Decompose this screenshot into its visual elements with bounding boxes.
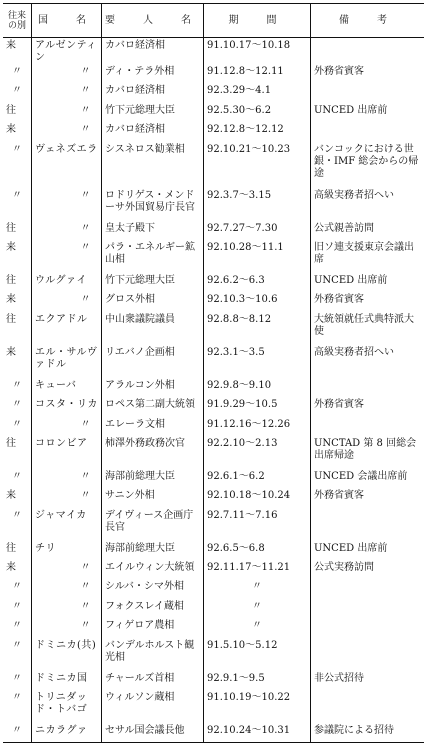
cell-remarks bbox=[311, 417, 425, 436]
cell-remarks: 公式実務訪問 bbox=[314, 562, 374, 574]
cell-direction: 〃 bbox=[3, 469, 32, 488]
cell-remarks: 公式親善訪問 bbox=[314, 222, 374, 234]
cell-direction: 〃 bbox=[3, 64, 32, 83]
cell-period: 91.10.17〜10.18 bbox=[204, 38, 311, 65]
header-country: 国 名 bbox=[32, 4, 102, 38]
cell-period: 〃 bbox=[204, 618, 311, 637]
cell-country: 〃 bbox=[32, 488, 102, 507]
cell-remarks: UNCED 出席前 bbox=[314, 542, 388, 554]
cell-country: 〃 bbox=[32, 292, 102, 311]
cell-country: エクアドル bbox=[32, 312, 102, 345]
table-row bbox=[3, 436, 424, 469]
table-row bbox=[3, 83, 424, 102]
cell-period: 92.6.2〜6.3 bbox=[204, 273, 311, 292]
cell-period: 91.12.8〜12.11 bbox=[204, 64, 311, 83]
cell-direction: 来 bbox=[3, 240, 32, 273]
cell-direction: 〃 bbox=[3, 142, 32, 188]
table-row bbox=[3, 122, 424, 141]
table-row bbox=[3, 417, 424, 436]
cell-person: グロス外相 bbox=[102, 292, 204, 311]
cell-direction: 〃 bbox=[3, 618, 32, 637]
cell-remarks bbox=[311, 508, 425, 541]
cell-person: 竹下元総理大臣 bbox=[102, 273, 204, 292]
cell-country: 〃 bbox=[32, 560, 102, 579]
table-row bbox=[3, 312, 424, 345]
visits-table bbox=[3, 3, 424, 743]
table-row bbox=[3, 638, 424, 671]
cell-direction: 〃 bbox=[3, 599, 32, 618]
cell-person: チャールズ首相 bbox=[102, 671, 204, 690]
table-row bbox=[3, 671, 424, 690]
cell-direction: 〃 bbox=[3, 378, 32, 397]
cell-direction: 〃 bbox=[3, 83, 32, 102]
cell-period: 92.5.30〜6.2 bbox=[204, 103, 311, 122]
cell-direction: 来 bbox=[3, 488, 32, 507]
cell-remarks: 高級実務者招へい bbox=[314, 189, 394, 201]
cell-direction: 〃 bbox=[3, 671, 32, 690]
cell-country: ウルグァイ bbox=[32, 273, 102, 292]
cell-period: 92.12.8〜12.12 bbox=[204, 122, 311, 141]
cell-period: 92.11.17〜11.21 bbox=[204, 560, 311, 579]
cell-person: エイルウィン大統領 bbox=[102, 560, 204, 579]
table-row bbox=[3, 469, 424, 488]
cell-person: 海部前総理大臣 bbox=[102, 541, 204, 560]
table-row bbox=[3, 508, 424, 541]
table-row bbox=[3, 579, 424, 598]
cell-person: 中山衆議院議員 bbox=[102, 312, 204, 345]
cell-period: 91.5.10〜5.12 bbox=[204, 638, 311, 671]
cell-person: バンデルホルスト観光相 bbox=[102, 638, 204, 671]
header-person: 要 人 名 bbox=[102, 4, 204, 38]
cell-person: 竹下元総理大臣 bbox=[102, 103, 204, 122]
cell-country: 〃 bbox=[32, 599, 102, 618]
cell-direction: 来 bbox=[3, 122, 32, 141]
cell-direction: 往 bbox=[3, 221, 32, 240]
cell-person: ディ・テラ外相 bbox=[102, 64, 204, 83]
cell-remarks: 外務省賓客 bbox=[314, 399, 364, 411]
cell-country: 〃 bbox=[32, 618, 102, 637]
table-row bbox=[3, 142, 424, 188]
table-row bbox=[3, 541, 424, 560]
cell-person: 皇太子殿下 bbox=[102, 221, 204, 240]
cell-period: 〃 bbox=[204, 579, 311, 598]
cell-person: カバロ経済相 bbox=[102, 83, 204, 102]
cell-person: シスネロス勧業相 bbox=[102, 142, 204, 188]
cell-period: 92.7.27〜7.30 bbox=[204, 221, 311, 240]
table-row bbox=[3, 560, 424, 579]
cell-person: リエバノ企画相 bbox=[102, 345, 204, 378]
cell-period: 92.3.1〜3.5 bbox=[204, 345, 311, 378]
cell-country: 〃 bbox=[32, 469, 102, 488]
cell-direction: 〃 bbox=[3, 417, 32, 436]
cell-person: シルバ・シマ外相 bbox=[102, 579, 204, 598]
cell-country: チリ bbox=[32, 541, 102, 560]
header-remarks: 備 考 bbox=[311, 4, 425, 38]
cell-country: 〃 bbox=[32, 417, 102, 436]
cell-person: パラ・エネルギー鉱山相 bbox=[102, 240, 204, 273]
table-row bbox=[3, 378, 424, 397]
table-row bbox=[3, 240, 424, 273]
cell-remarks: UNCED 会議出席前 bbox=[314, 470, 408, 482]
cell-remarks: 参議院による招待 bbox=[314, 725, 394, 737]
cell-country: ドミニカ(共) bbox=[32, 638, 102, 671]
table-row bbox=[3, 618, 424, 637]
cell-direction: 〃 bbox=[3, 638, 32, 671]
cell-person: カバロ経済相 bbox=[102, 38, 204, 65]
cell-direction: 〃 bbox=[3, 397, 32, 416]
table-header-row bbox=[3, 4, 424, 38]
table-row bbox=[3, 690, 424, 723]
cell-remarks: UNCED 出席前 bbox=[314, 274, 388, 286]
cell-country: 〃 bbox=[32, 64, 102, 83]
cell-period: 92.6.1〜6.2 bbox=[204, 469, 311, 488]
cell-remarks: 外務省賓客 bbox=[314, 66, 364, 77]
cell-direction: 〃 bbox=[3, 579, 32, 598]
cell-country: 〃 bbox=[32, 122, 102, 141]
cell-remarks bbox=[311, 83, 425, 102]
cell-period: 92.6.5〜6.8 bbox=[204, 541, 311, 560]
cell-country: ニカラグァ bbox=[32, 723, 102, 743]
cell-remarks: 外務省賓客 bbox=[314, 490, 364, 502]
cell-period: 92.10.21〜10.23 bbox=[204, 142, 311, 188]
cell-period: 91.10.19〜10.22 bbox=[204, 690, 311, 723]
cell-period: 92.7.11〜7.16 bbox=[204, 508, 311, 541]
cell-person: ロドリゲス・メンドーサ外国貿易庁長官 bbox=[102, 188, 204, 221]
table-body bbox=[3, 38, 424, 743]
cell-country: ドミニカ国 bbox=[32, 671, 102, 690]
cell-remarks bbox=[311, 378, 425, 397]
table-row bbox=[3, 292, 424, 311]
table-row bbox=[3, 397, 424, 416]
cell-country: トリニダッド・トバゴ bbox=[32, 690, 102, 723]
cell-country: エル・サルヴァドル bbox=[32, 345, 102, 378]
cell-country: アルゼンティン bbox=[32, 38, 102, 65]
cell-remarks bbox=[311, 618, 425, 637]
cell-period: 92.10.24〜10.31 bbox=[204, 723, 311, 743]
cell-country: 〃 bbox=[32, 579, 102, 598]
cell-person: サニン外相 bbox=[102, 488, 204, 507]
cell-country: コロンビア bbox=[32, 436, 102, 469]
cell-period: 〃 bbox=[204, 599, 311, 618]
table-row bbox=[3, 345, 424, 378]
cell-person: 柿澤外務政務次官 bbox=[102, 436, 204, 469]
cell-person: フォクスレイ蔵相 bbox=[102, 599, 204, 618]
cell-country: 〃 bbox=[32, 83, 102, 102]
cell-person: セサル国会議長他 bbox=[102, 723, 204, 743]
cell-direction: 来 bbox=[3, 345, 32, 378]
cell-direction: 〃 bbox=[3, 508, 32, 541]
table-row bbox=[3, 38, 424, 65]
cell-remarks: 外務省賓客 bbox=[314, 294, 364, 306]
table-row bbox=[3, 273, 424, 292]
header-period: 期 間 bbox=[204, 4, 311, 38]
cell-period: 92.3.29〜4.1 bbox=[204, 83, 311, 102]
cell-remarks: 高級実務者招へい bbox=[314, 346, 394, 358]
cell-country: キューバ bbox=[32, 378, 102, 397]
cell-remarks: 非公式招待 bbox=[314, 672, 364, 684]
cell-remarks bbox=[311, 579, 425, 598]
cell-person: エレーラ文相 bbox=[102, 417, 204, 436]
cell-period: 91.12.16〜12.26 bbox=[204, 417, 311, 436]
cell-country: ヴェネズエラ bbox=[32, 142, 102, 188]
cell-country: コスタ・リカ bbox=[32, 397, 102, 416]
cell-period: 92.2.10〜2.13 bbox=[204, 436, 311, 469]
cell-country: 〃 bbox=[32, 221, 102, 240]
cell-person: フィゲロア農相 bbox=[102, 618, 204, 637]
cell-remarks bbox=[311, 38, 425, 65]
cell-direction: 往 bbox=[3, 312, 32, 345]
cell-remarks bbox=[311, 690, 425, 723]
cell-period: 92.10.3〜10.6 bbox=[204, 292, 311, 311]
table-row bbox=[3, 599, 424, 618]
table-row bbox=[3, 103, 424, 122]
cell-direction: 往 bbox=[3, 273, 32, 292]
cell-direction: 来 bbox=[3, 560, 32, 579]
cell-country: 〃 bbox=[32, 188, 102, 221]
cell-period: 92.10.18〜10.24 bbox=[204, 488, 311, 507]
cell-period: 92.3.7〜3.15 bbox=[204, 188, 311, 221]
cell-person: カバロ経済相 bbox=[102, 122, 204, 141]
cell-period: 92.10.28〜11.1 bbox=[204, 240, 311, 273]
cell-remarks: UNCTAD 第 8 回総会出席帰途 bbox=[314, 437, 417, 461]
cell-period: 92.8.8〜8.12 bbox=[204, 312, 311, 345]
cell-direction: 来 bbox=[3, 292, 32, 311]
cell-direction: 〃 bbox=[3, 690, 32, 723]
table-row bbox=[3, 188, 424, 221]
cell-person: ロペス第二副大統領 bbox=[102, 397, 204, 416]
header-direction: 往来の別 bbox=[3, 4, 32, 38]
cell-direction: 来 bbox=[3, 38, 32, 65]
cell-direction: 〃 bbox=[3, 723, 32, 743]
cell-period: 91.9.29〜10.5 bbox=[204, 397, 311, 416]
table-row bbox=[3, 488, 424, 507]
cell-remarks: 大統領就任式典特派大使 bbox=[314, 313, 414, 337]
cell-remarks: バンコックにおける世銀・IMF 総会からの帰途 bbox=[314, 143, 419, 179]
cell-direction: 往 bbox=[3, 436, 32, 469]
cell-person: デイヴィース企画庁長官 bbox=[102, 508, 204, 541]
table-row bbox=[3, 64, 424, 83]
cell-country: 〃 bbox=[32, 240, 102, 273]
cell-person: ウィルソン蔵相 bbox=[102, 690, 204, 723]
cell-country: 〃 bbox=[32, 103, 102, 122]
cell-direction: 往 bbox=[3, 541, 32, 560]
table-row bbox=[3, 221, 424, 240]
cell-remarks bbox=[311, 599, 425, 618]
cell-person: 海部前総理大臣 bbox=[102, 469, 204, 488]
table-row bbox=[3, 723, 424, 743]
cell-remarks: 旧ソ連支援東京会議出席 bbox=[314, 241, 414, 265]
cell-remarks bbox=[311, 638, 425, 671]
cell-direction: 〃 bbox=[3, 188, 32, 221]
cell-direction: 往 bbox=[3, 103, 32, 122]
cell-period: 92.9.1〜9.5 bbox=[204, 671, 311, 690]
cell-country: ジャマイカ bbox=[32, 508, 102, 541]
cell-remarks: UNCED 出席前 bbox=[314, 104, 388, 116]
cell-person: アラルコン外相 bbox=[102, 378, 204, 397]
cell-remarks bbox=[311, 122, 425, 141]
cell-period: 92.9.8〜9.10 bbox=[204, 378, 311, 397]
